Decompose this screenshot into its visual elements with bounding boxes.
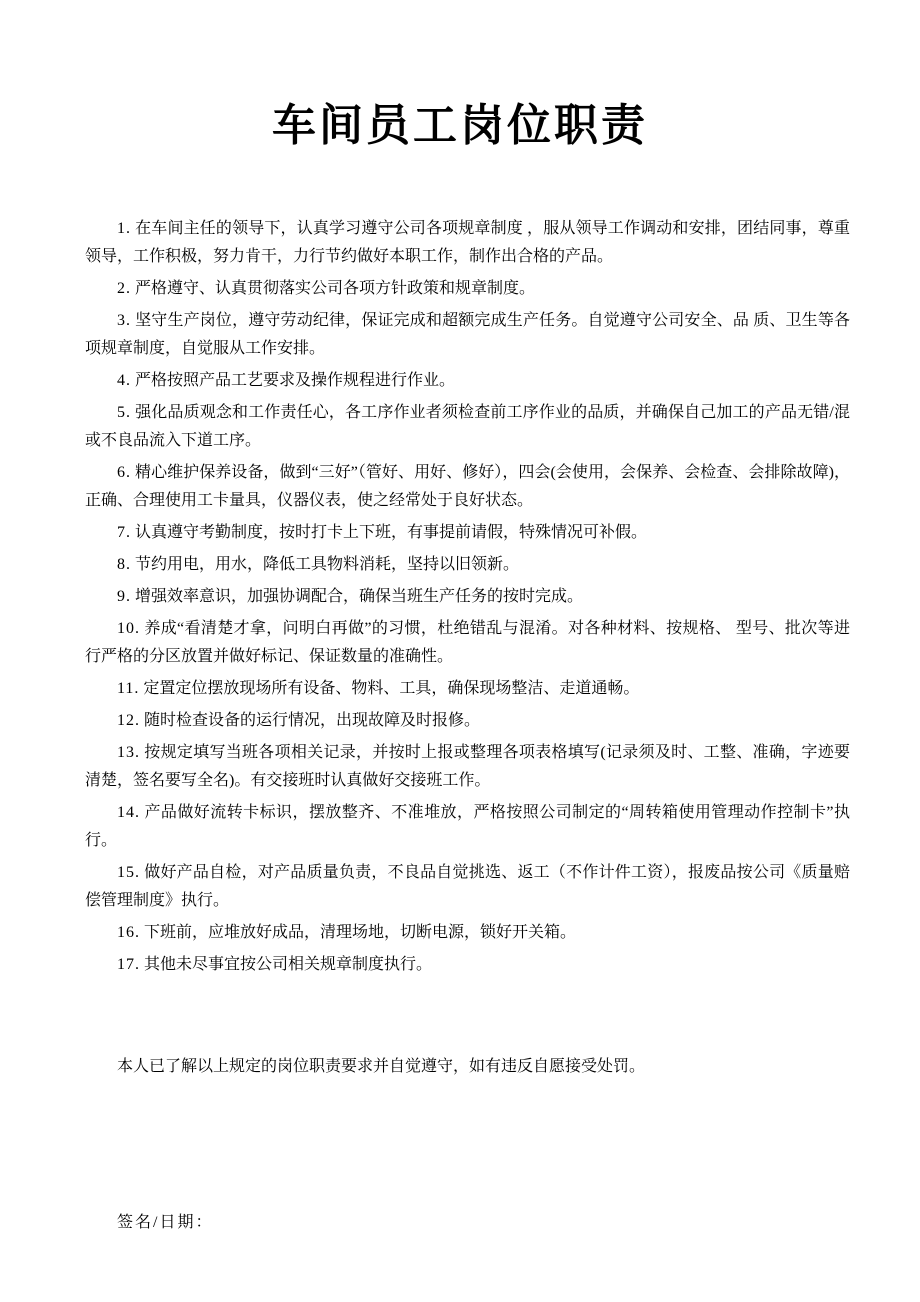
item-text: 严格遵守、认真贯彻落实公司各项方针政策和规章制度。 [131,280,536,297]
list-item [85,919,850,947]
list-item [85,215,850,271]
item-number: 8. [117,556,131,573]
list-item [85,739,850,795]
list-item [85,399,850,455]
item-text: 其他未尽事宜按公司相关规章制度执行。 [140,956,433,973]
item-number: 12. [117,712,140,729]
item-number: 3. [117,312,131,329]
item-number: 9. [117,588,131,605]
document-body [0,153,920,1237]
item-text: 做好产品自检，对产品质量负责，不良品自觉挑选、返工（不作计件工资），报废品按公司《质量赔偿管理制度》执行。 [85,864,850,909]
item-text: 定置定位摆放现场所有设备、物料、工具，确保现场整洁、走道通畅。 [139,680,640,697]
list-item [85,551,850,579]
item-text: 坚守生产岗位，遵守劳动纪律，保证完成和超额完成生产任务。自觉遵守公司安全、品 质、卫生等各项规章制度，自觉服从工作安排。 [85,312,850,357]
item-number: 1. [117,220,131,237]
list-item [85,675,850,703]
signature-date-label: 签名/日期： [117,1214,214,1231]
item-number: 5. [117,404,131,421]
responsibilities-list [85,215,850,979]
list-item [85,275,850,303]
item-text: 养成“看清楚才拿，问明白再做”的习惯，杜绝错乱与混淆。对各种材料、按规格、 型号、批次等进行严格的分区放置并做好标记、保证数量的准确性。 [85,620,850,665]
list-item [85,859,850,915]
list-item [85,707,850,735]
item-number: 4. [117,372,131,389]
item-number: 7. [117,524,131,541]
item-number: 15. [117,864,140,881]
item-text: 产品做好流转卡标识，摆放整齐、不准堆放，严格按照公司制定的“周转箱使用管理动作控制卡”执行。 [85,804,850,849]
item-number: 14. [117,804,140,821]
item-number: 11. [117,680,140,697]
item-text: 节约用电，用水，降低工具物料消耗，坚持以旧领新。 [131,556,520,573]
list-item [85,519,850,547]
item-text: 随时检查设备的运行情况，出现故障及时报修。 [140,712,481,729]
list-item [85,583,850,611]
item-number: 2. [117,280,131,297]
item-number: 6. [117,464,131,481]
list-item [85,459,850,515]
list-item [85,307,850,363]
item-number: 10. [117,620,140,637]
item-text: 按规定填写当班各项相关记录，并按时上报或整理各项表格填写(记录须及时、工整、准确，字迹要清楚，签名要写全名)。有交接班时认真做好交接班工作。 [85,744,850,789]
list-item [85,615,850,671]
item-text: 下班前，应堆放好成品，清理场地，切断电源，锁好开关箱。 [140,924,577,941]
item-text: 在车间主任的领导下，认真学习遵守公司各项规章制度 ，服从领导工作调动和安排，团结同事，尊重领导，工作积极，努力肯干，力行节约做好本职工作，制作出合格的产品。 [85,220,850,265]
item-number: 16. [117,924,140,941]
item-text: 增强效率意识，加强协调配合，确保当班生产任务的按时完成。 [131,588,584,605]
closing-statement: 本人已了解以上规定的岗位职责要求并自觉遵守，如有违反自愿接受处罚。 [117,1058,646,1075]
list-item [85,367,850,395]
item-text: 强化品质观念和工作责任心，各工序作业者须检查前工序作业的品质，并确保自己加工的产品无错/混或不良品流入下道工序。 [85,404,850,449]
item-number: 17. [117,956,140,973]
list-item [85,951,850,979]
document-title: 车间员工岗位职责 [272,101,648,150]
item-text: 认真遵守考勤制度，按时打卡上下班，有事提前请假，特殊情况可补假。 [131,524,648,541]
item-text: 严格按照产品工艺要求及操作规程进行作业。 [131,372,456,389]
list-item [85,799,850,855]
item-text: 精心维护保养设备，做到“三好”（管好、用好、修好），四会(会使用，会保养、会检查、会排除故障)，正确、合理使用工卡量具，仪器仪表，使之经常处于良好状态。 [85,464,850,509]
item-number: 13. [117,744,140,761]
